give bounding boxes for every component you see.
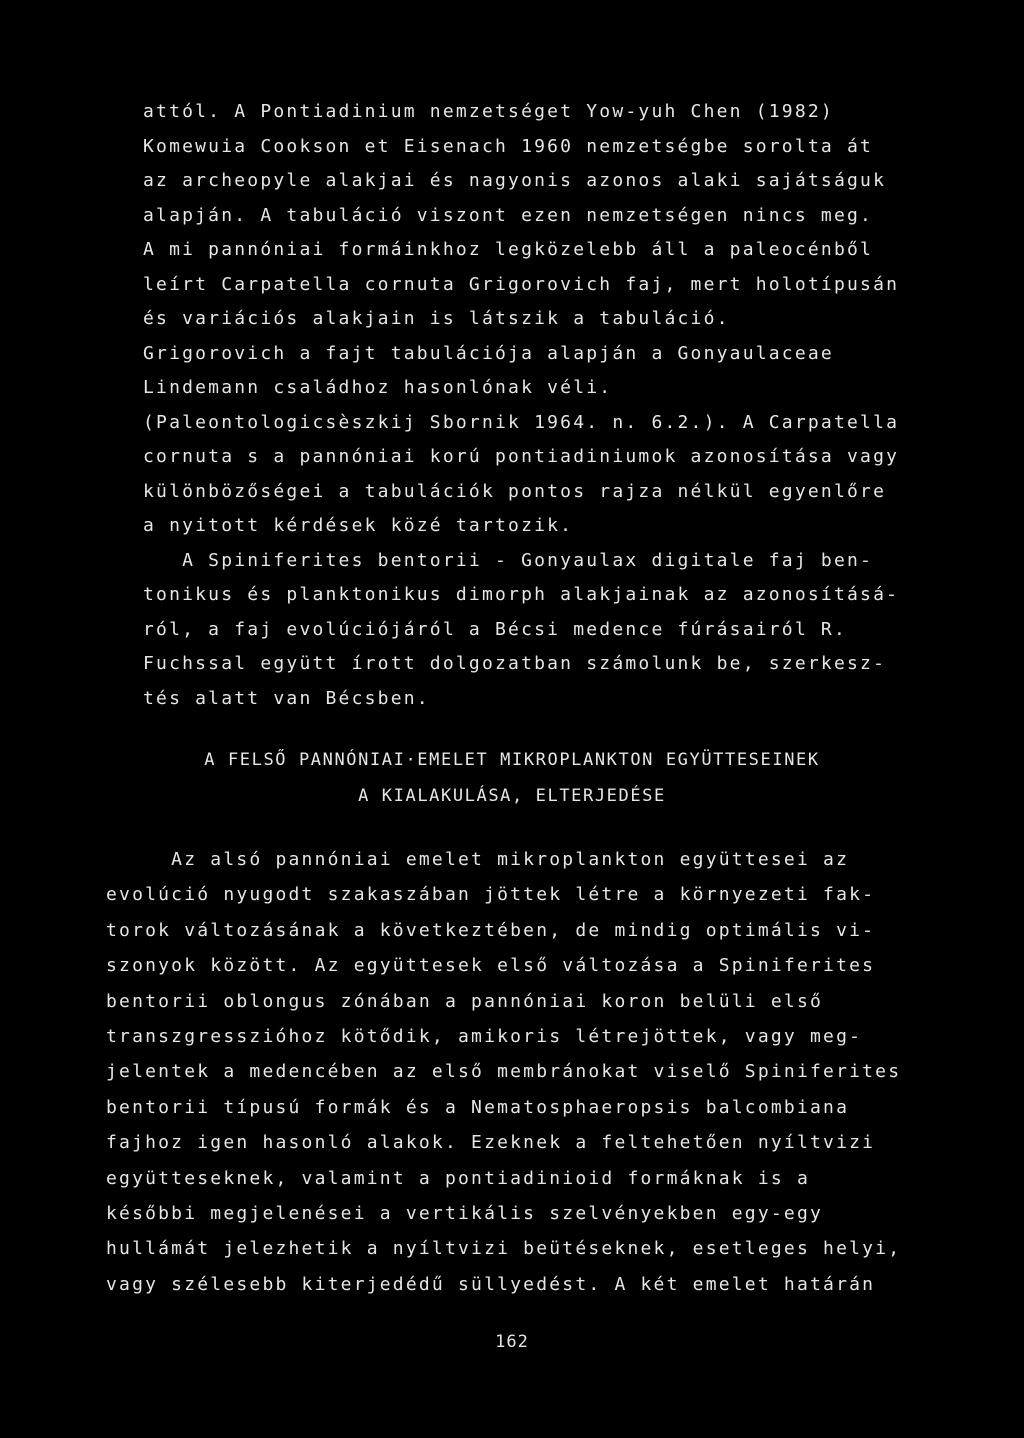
text-line: szonyok között. Az együttesek első változása a Spiniferites: [106, 955, 876, 977]
text-line: Grigorovich a fajt tabulációja alapján a Gonyaulaceae: [143, 342, 834, 364]
text-line: bentorii oblongus zónában a pannóniai koron belüli első: [106, 990, 824, 1012]
text-line: evolúció nyugodt szakaszában jöttek létre a környezeti fak-: [106, 884, 876, 906]
text-line: hullámát jelezhetik a nyíltvizi beütéseknek, esetleges helyi,: [106, 1238, 902, 1260]
text-line: Lindemann családhoz hasonlónak véli.: [143, 377, 613, 398]
text-line: attól. A Pontiadinium nemzetséget Yow-yuh Chen (1982): [143, 101, 834, 122]
text-line: Komewuia Cookson et Eisenach 1960 nemzetségbe sorolta át: [143, 135, 874, 157]
text-line: (Paleontologicsèszkij Sbornik 1964. n. 6.2.). A Carpatella: [143, 411, 900, 433]
text-line: jelentek a medencében az első membránokat viselő Spiniferites: [106, 1061, 902, 1083]
text-line: Fuchssal együtt írott dolgozatban számolunk be, szerkesz-: [143, 653, 887, 674]
text-line: vagy szélesebb kiterjedédű süllyedést. A két emelet határán: [106, 1273, 876, 1295]
heading-line-2: A KIALAKULÁSA, ELTERJEDÉSE: [358, 786, 666, 806]
text-line: fajhoz igen hasonló alakok. Ezeknek a feltehetően nyíltvizi: [106, 1132, 876, 1154]
text-line: transzgresszióhoz kötődik, amikoris létrejöttek, vagy meg-: [106, 1025, 863, 1047]
text-line: leírt Carpatella cornuta Grigorovich faj, mert holotípusán: [143, 273, 900, 295]
section-heading: [0, 742, 1024, 814]
text-line: A Spiniferites bentorii - Gonyaulax digitale faj ben-: [143, 549, 874, 571]
text-line: tés alatt van Bécsben.: [143, 687, 430, 709]
page-number: 162: [495, 1332, 529, 1352]
text-line: tonikus és planktonikus dimorph alakjainak az azonosításá-: [143, 584, 900, 605]
text-line: különbözőségei a tabulációk pontos rajza nélkül egyenlőre: [143, 480, 887, 502]
text-line: bentorii típusú formák és a Nematosphaeropsis balcombiana: [106, 1096, 850, 1118]
paragraph-mikroplankton: [106, 842, 901, 1302]
text-line: az archeopyle alakjai és nagyonis azonos alaki sajátságuk: [143, 170, 887, 191]
text-line: Az alsó pannóniai emelet mikroplankton együttesei az: [106, 849, 850, 870]
heading-line-1: A FELSŐ PANNÓNIAI·EMELET MIKROPLANKTON EGYÜTTESEINEK: [204, 750, 820, 770]
text-line: későbbi megjelenései a vertikális szelvényekben egy-egy: [106, 1202, 824, 1224]
text-line: a nyitott kérdések közé tartozik.: [143, 515, 574, 536]
text-line: és variációs alakjain is látszik a tabuláció.: [143, 308, 730, 329]
text-line: A mi pannóniai formáinkhoz legközelebb áll a paleocénből: [143, 239, 874, 260]
text-line: együtteseknek, valamint a pontiadinioid formáknak is a: [106, 1167, 810, 1189]
text-line: ról, a faj evolúciójáról a Bécsi medence fúrásairól R.: [143, 618, 847, 640]
text-line: torok változásának a következtében, de mindig optimális vi-: [106, 919, 876, 941]
text-line: alapján. A tabuláció viszont ezen nemzetségen nincs meg.: [143, 204, 874, 226]
text-line: cornuta s a pannóniai korú pontiadiniumok azonosítása vagy: [143, 446, 900, 467]
paragraph-pontiadinium: [143, 95, 899, 716]
